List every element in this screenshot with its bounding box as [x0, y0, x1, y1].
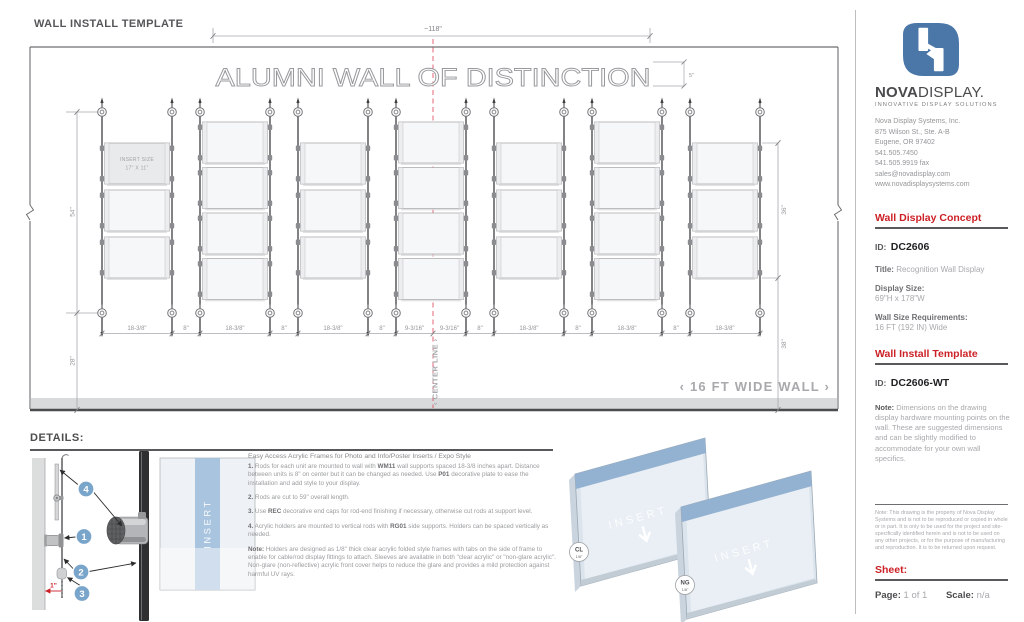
details-heading: DETAILS:	[30, 432, 84, 444]
address-line: Eugene, OR 97402	[875, 139, 935, 146]
svg-text:CL: CL	[575, 547, 583, 554]
install-heading: Wall Install Template	[875, 347, 978, 360]
display-columns	[98, 98, 765, 338]
svg-text:9-3/16": 9-3/16"	[404, 325, 425, 332]
details-section	[30, 428, 553, 451]
top-dimension-label: ~118"	[424, 26, 442, 33]
address-line: Nova Display Systems, Inc.	[875, 118, 961, 125]
address-line: 875 Wilson St., Ste. A-B	[875, 128, 950, 136]
sheet-heading: Sheet:	[875, 564, 908, 577]
svg-text:INSERT SIZE: INSERT SIZE	[120, 157, 154, 163]
svg-text:INSERT: INSERT	[713, 537, 776, 565]
floor-offset-dim: 28"	[69, 356, 77, 366]
svg-text:8": 8"	[575, 325, 581, 332]
panel-group-dim: 36"	[781, 205, 788, 215]
assembly-instructions	[248, 453, 557, 585]
svg-text:17" X 11": 17" X 11"	[125, 165, 149, 172]
right-floor-dim: 38"	[781, 339, 788, 349]
svg-text:8": 8"	[281, 325, 287, 332]
svg-text:INSERT: INSERT	[202, 499, 214, 549]
svg-text:8": 8"	[183, 325, 189, 332]
brand-tagline: INNOVATIVE DISPLAY SOLUTIONS	[875, 102, 998, 108]
svg-text:18-3/8": 18-3/8"	[519, 325, 539, 332]
svg-text:5": 5"	[689, 73, 695, 79]
address-line: 541.505.7450	[875, 149, 918, 157]
instructions-body	[248, 463, 557, 579]
svg-text:3: 3	[79, 588, 85, 600]
title-block	[858, 0, 1024, 622]
legal-notice: Note: This drawing is the property of Nova Display Systems and is not to be reproduced or copied in whole or in part. It is only to be used for the project and site-specifically identified herein and is not to be used on any other projects, or for the purpose of manufacturing and reproduction. It is to be returned upon request.	[875, 510, 1008, 552]
end-cap	[57, 568, 67, 579]
acrylic-sleeve-illustrations	[555, 428, 855, 622]
svg-text:1/8": 1/8"	[681, 586, 689, 592]
nova-display-logo-icon	[902, 22, 960, 77]
address-line: sales@novadisplay.com	[875, 170, 951, 178]
address-line: www.novadisplaysystems.com	[875, 181, 970, 188]
concept-heading: Wall Display Concept	[875, 211, 982, 224]
hardware-detail-illustration	[30, 450, 260, 622]
concept-id: ID: DC2606	[875, 240, 930, 253]
instruction-item: 3. Use REC decorative end caps for rod-end finishing if necessary, otherwise cut rods at support level.	[248, 508, 533, 516]
svg-text:8": 8"	[379, 325, 385, 332]
wall-title-lettering: ALUMNI WALL OF DISTINCTION	[215, 64, 651, 92]
frame-tab	[55, 464, 59, 520]
svg-text:1: 1	[81, 531, 87, 543]
wall-width-label: ‹ 16 FT WIDE WALL ›	[679, 379, 830, 394]
sidebar-divider	[855, 10, 856, 614]
rod-wall-assembly	[44, 455, 69, 598]
svg-text:8": 8"	[673, 325, 679, 332]
display-title-field: Title: Recognition Wall Display	[875, 264, 985, 274]
svg-text:18-3/8": 18-3/8"	[617, 325, 637, 332]
svg-text:18-3/8": 18-3/8"	[715, 325, 735, 332]
address-line: 541.505.9919 fax	[875, 160, 930, 167]
rod-span-dim: 54"	[69, 207, 77, 217]
svg-text:4: 4	[83, 484, 89, 496]
brand-wordmark: NOVADISPLAY.	[875, 84, 985, 101]
svg-text:18-3/8": 18-3/8"	[225, 325, 245, 332]
svg-text:18-3/8": 18-3/8"	[323, 325, 343, 332]
left-dimensions	[66, 109, 98, 413]
wall-size-field: Wall Size Requirements: 16 FT (192 IN) Wide	[875, 312, 968, 332]
instruction-item: 2. Rods are cut to 59" overall length.	[248, 494, 350, 502]
display-size-field: Display Size: 69"H x 178"W	[875, 283, 925, 303]
sheet-header-title: WALL INSTALL TEMPLATE	[34, 18, 184, 30]
wall-section	[32, 458, 45, 610]
bottom-dimensions	[100, 326, 763, 337]
install-id: ID: DC2606-WT	[875, 376, 950, 389]
instruction-item: Note: Holders are designed as 1/8" thick clear acrylic folded style frames with tabs on the side of frame to enable for cable/rod display fittings to attach. Sleeves are available in both "clear acrylic" or "non-glare acrylic". Non-glare (non-reflective) acrylic front cover helps to reduce the glare and provides a mild protection against harmful UV rays.	[248, 545, 556, 578]
svg-text:2: 2	[78, 567, 84, 579]
svg-text:NG: NG	[680, 580, 690, 587]
install-note: Note: Dimensions on the drawing display hardware mounting points on the wall. These are suggested dimensions and can be slightly modified to accommodate for your own wall specifics.	[875, 402, 1010, 463]
company-address	[875, 117, 1010, 191]
instruction-item: 4. Acrylic holders are mounted to vertical rods with RG01 side supports. Holders can be spaced vertically as needed.	[248, 522, 549, 539]
wm11-support	[46, 536, 59, 546]
svg-text:1/8": 1/8"	[575, 553, 583, 559]
svg-text:1": 1"	[50, 582, 57, 590]
page-scale-row: Page: 1 of 1 Scale: n/a	[875, 590, 990, 602]
wall-support-cylinder	[107, 512, 148, 544]
svg-text:9-3/16": 9-3/16"	[439, 325, 460, 332]
right-dimensions	[762, 140, 788, 413]
svg-text:18-3/8": 18-3/8"	[127, 325, 147, 332]
letter-height-dimension	[653, 60, 694, 89]
svg-text:INSERT: INSERT	[607, 504, 670, 532]
svg-text:8": 8"	[477, 325, 483, 332]
frame-side-view	[160, 458, 255, 590]
instructions-title: Easy Access Acrylic Frames for Photo and Info/Poster Inserts / Expo Style	[248, 453, 471, 460]
center-line-label: ‹ CENTER LINE ›	[430, 338, 440, 405]
instruction-item: 1. Rods for each unit are mounted to wall with WM11 wall supports spaced 18-3/8 inches apart. Distance between units is 8" on center but it can be changed as needed. Use P01 decorative plate to ease the installation and add style to your display.	[248, 463, 540, 487]
